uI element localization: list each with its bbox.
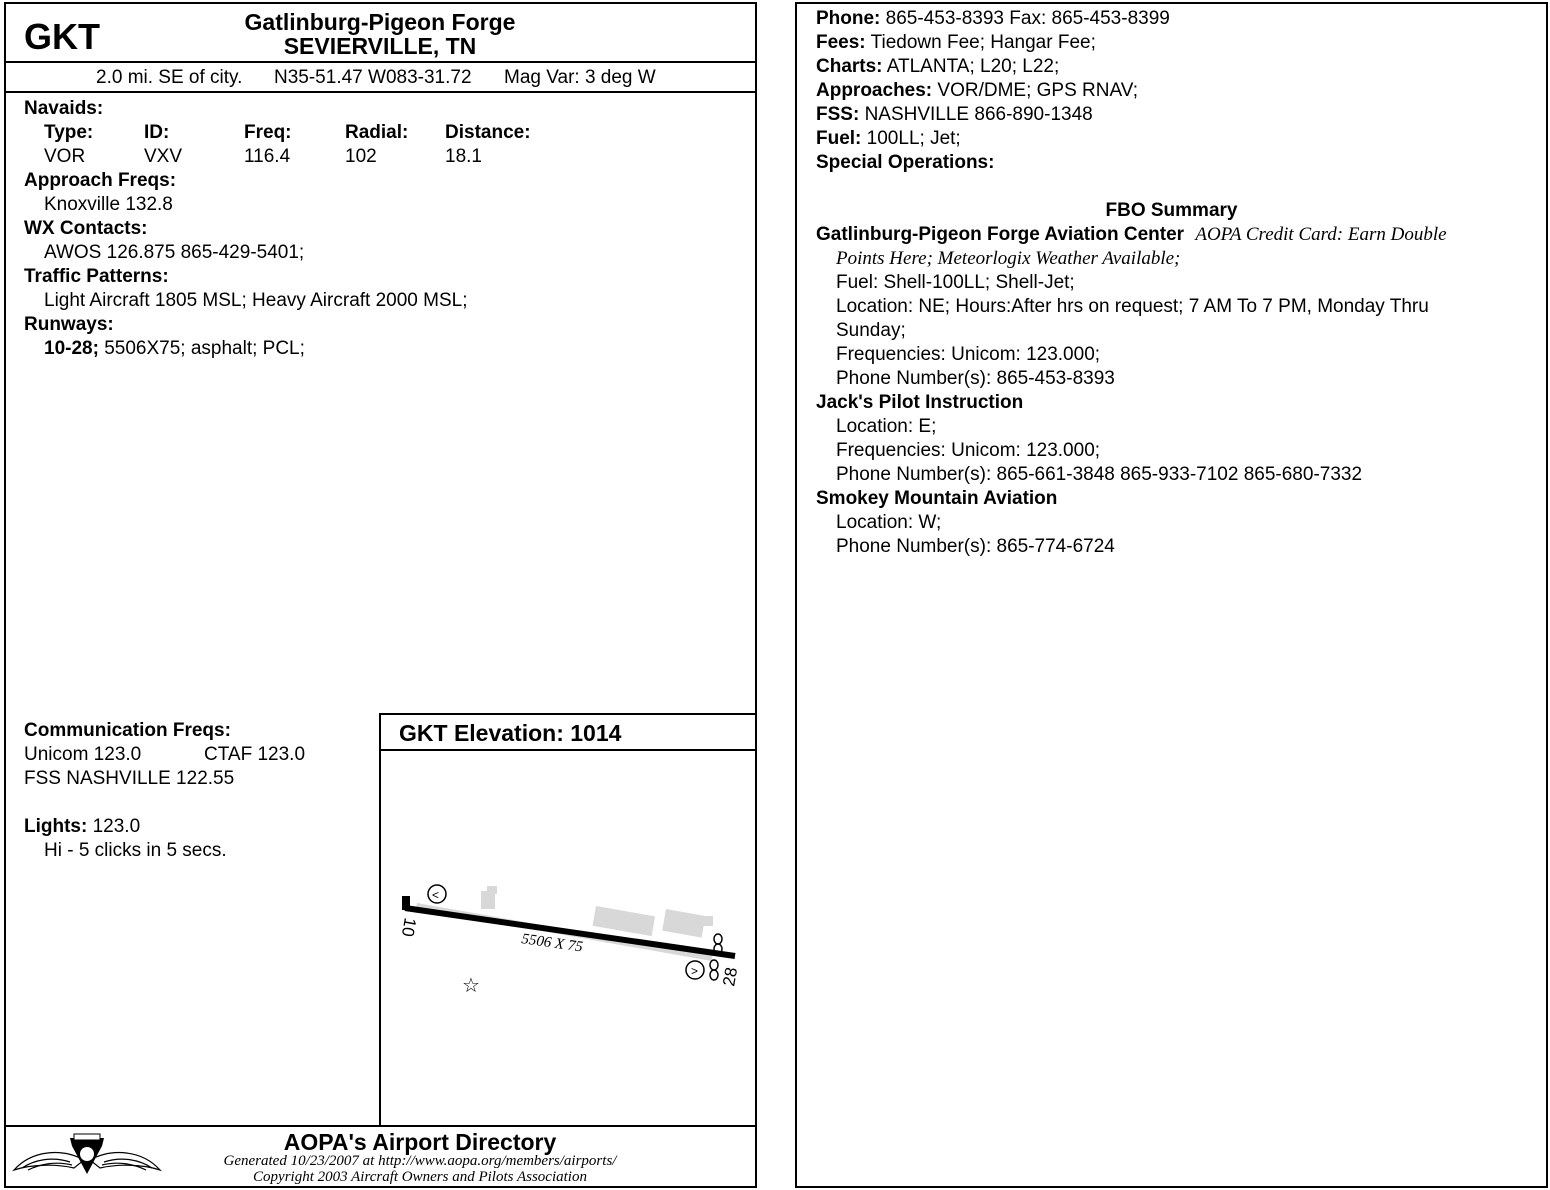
comm-unicom: Unicom 123.0 [24, 744, 142, 765]
runway-end-10: 10 [397, 916, 420, 939]
wx-contacts-value: AWOS 126.875 865-429-5401; [44, 242, 305, 263]
phone-row [816, 7, 1170, 31]
fbo-2-name: Jack's Pilot Instruction [816, 392, 1024, 413]
fbo-1-note: AOPA Credit Card: Earn Double [1195, 224, 1447, 245]
phone-label: Phone: [816, 8, 881, 29]
approaches-value: VOR/DME; GPS RNAV; [937, 80, 1139, 101]
location-divider [4, 91, 757, 93]
fbo-1-location: Location: NE; Hours:After hrs on request; 7 AM To 7 PM, Monday Thru [836, 296, 1429, 317]
navaid-col-freq: Freq: [244, 122, 292, 143]
airport-diagram [381, 751, 755, 1125]
runway-row [44, 337, 305, 361]
phone-value: 865-453-8393 [885, 8, 1004, 29]
fbo-1-frequencies: Frequencies: Unicom: 123.000; [836, 344, 1101, 365]
vasi-glyph-28: > [691, 964, 699, 978]
fss-label: FSS: [816, 104, 860, 125]
navaids-heading: Navaids: [24, 98, 104, 119]
fbo-2-frequencies: Frequencies: Unicom: 123.000; [836, 440, 1101, 461]
navaid-col-id: ID: [144, 122, 170, 143]
fbo-3-location: Location: W; [836, 512, 942, 533]
charts-row [816, 55, 1059, 79]
fees-row [816, 31, 1096, 55]
comm-ctaf: CTAF 123.0 [204, 744, 306, 765]
runway-detail: 5506X75; asphalt; PCL; [104, 338, 305, 359]
fees-label: Fees: [816, 32, 866, 53]
coordinates: N35-51.47 W083-31.72 [274, 67, 472, 88]
traffic-patterns-heading: Traffic Patterns: [24, 266, 169, 287]
fbo-1-header [816, 223, 1447, 247]
comm-heading: Communication Freqs: [24, 720, 231, 741]
runway-dimensions: 5506 X 75 [520, 931, 584, 956]
location-text: 2.0 mi. SE of city. [96, 67, 243, 88]
vasi-glyph-10: < [432, 888, 440, 902]
charts-value: ATLANTA; L20; L22; [886, 56, 1060, 77]
diagram-title: GKT Elevation: 1014 [399, 720, 622, 746]
lights-row [24, 815, 140, 839]
navaid-type: VOR [44, 146, 86, 167]
traffic-patterns-value: Light Aircraft 1805 MSL; Heavy Aircraft 2000 MSL; [44, 290, 468, 311]
approach-freqs-value: Knoxville 132.8 [44, 194, 173, 215]
navaid-radial: 102 [345, 146, 377, 167]
fbo-1-name: Gatlinburg-Pigeon Forge Aviation Center [816, 224, 1185, 245]
fss-value: NASHVILLE 866-890-1348 [864, 104, 1093, 125]
fbo-1-phone: Phone Number(s): 865-453-8393 [836, 368, 1115, 389]
fbo-2-phone: Phone Number(s): 865-661-3848 865-933-7102 865-680-7332 [836, 464, 1363, 485]
fees-value: Tiedown Fee; Hangar Fee; [870, 32, 1096, 53]
navaid-col-type: Type: [44, 122, 94, 143]
approach-freqs-heading: Approach Freqs: [24, 170, 177, 191]
fbo-3-phone: Phone Number(s): 865-774-6724 [836, 536, 1115, 557]
fax-value: Fax: 865-453-8399 [1009, 8, 1170, 29]
airport-city: SEVIERVILLE, TN [283, 33, 477, 59]
navaid-distance: 18.1 [445, 146, 482, 167]
approaches-row [816, 79, 1138, 103]
right-panel [795, 2, 1548, 1188]
fbo-1-note-cont: Points Here; Meteorlogix Weather Available; [836, 248, 1181, 269]
fbo-1-fuel: Fuel: Shell-100LL; Shell-Jet; [836, 272, 1075, 293]
airport-name: Gatlinburg-Pigeon Forge [244, 9, 516, 35]
navaid-col-distance: Distance: [445, 122, 531, 143]
runway-threshold-10 [402, 896, 410, 910]
comm-fss: FSS NASHVILLE 122.55 [24, 768, 235, 789]
fss-row [816, 103, 1093, 127]
airport-code: GKT [24, 16, 100, 57]
runway-id: 10-28; [44, 338, 99, 359]
lights-label: Lights: [24, 816, 88, 837]
fbo-heading: FBO Summary [1105, 200, 1238, 221]
navaid-id: VXV [144, 146, 183, 167]
runway-end-28: 28 [719, 965, 742, 988]
approaches-label: Approaches: [816, 80, 933, 101]
mag-var: Mag Var: 3 deg W [504, 67, 656, 88]
footer-copyright: Copyright 2003 Aircraft Owners and Pilots Association [253, 1169, 587, 1185]
fbo-3-name: Smokey Mountain Aviation [816, 488, 1058, 509]
aopa-wings-logo [12, 1130, 162, 1180]
charts-label: Charts: [816, 56, 883, 77]
lights-value: 123.0 [92, 816, 141, 837]
beacon-star-icon: ☆ [462, 973, 480, 997]
wx-contacts-heading: WX Contacts: [24, 218, 148, 239]
fbo-2-location: Location: E; [836, 416, 937, 437]
fuel-label: Fuel: [816, 128, 862, 149]
fuel-row [816, 127, 961, 151]
navaid-freq: 116.4 [244, 146, 291, 167]
lights-detail: Hi - 5 clicks in 5 secs. [44, 840, 227, 861]
special-ops-label: Special Operations: [816, 152, 995, 173]
fuel-value: 100LL; Jet; [866, 128, 961, 149]
footer-generated: Generated 10/23/2007 at http://www.aopa.org/members/airports/ [223, 1153, 617, 1169]
footer-divider [4, 1125, 757, 1127]
fbo-1-location-cont: Sunday; [836, 320, 906, 341]
header-divider [4, 61, 757, 63]
navaid-col-radial: Radial: [345, 122, 409, 143]
footer-title: AOPA's Airport Directory [283, 1129, 557, 1155]
runways-heading: Runways: [24, 314, 114, 335]
